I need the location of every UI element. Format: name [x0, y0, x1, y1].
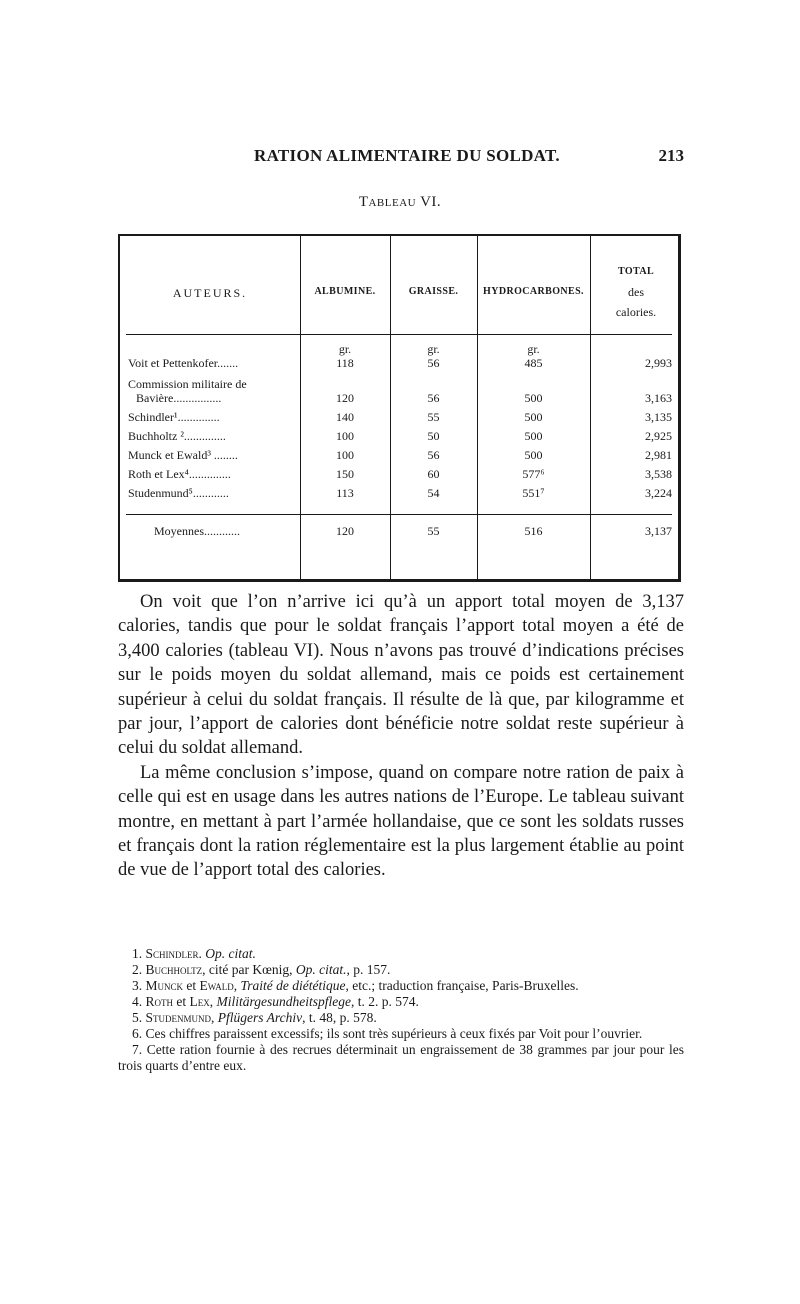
footnote-author: Munck	[145, 978, 184, 993]
table-cell-hydrocarbones: 500	[524, 429, 543, 443]
header-total-line1: TOTAL	[617, 266, 655, 277]
table-cell-hydrocarbones: 485	[524, 356, 543, 370]
header-total	[590, 262, 682, 322]
table-cell-hydrocarbones: 500	[524, 410, 543, 424]
page-number: 213	[658, 146, 684, 165]
table-caption: Tableau VI.	[358, 194, 442, 210]
table-row-author: Studenmund⁵............	[128, 486, 229, 500]
table-cell-total: 2,925	[645, 429, 672, 443]
data-table	[118, 234, 681, 582]
footnote-text: Cette ration fournie à des recrues déterminait un engraissement de 38 grammes par jour pour les trois quarts d’entre eux.	[118, 1042, 685, 1073]
totals-rule	[126, 514, 672, 515]
footnote-1	[118, 946, 684, 962]
table-cell-graisse: 56	[427, 391, 440, 405]
footnote-title: Pflügers Archiv	[217, 1010, 303, 1025]
table-cell-graisse: 60	[427, 467, 440, 481]
footnote-author: Buchholtz,	[145, 962, 206, 977]
footnote-text: cité par Kœnig,	[205, 962, 296, 977]
header-total-line2: des	[628, 285, 644, 299]
table-cell-total: 2,993	[645, 356, 672, 370]
footnote-number: 3.	[132, 978, 143, 993]
footnote-text: et	[173, 994, 190, 1009]
footnote-author: Ewald,	[199, 978, 238, 993]
header-total-line3: calories.	[615, 305, 657, 319]
average-total: 3,137	[645, 524, 672, 538]
table-cell-total: 2,981	[645, 448, 672, 462]
footnote-6	[118, 1026, 684, 1042]
table-row-author: Commission militaire de	[128, 377, 247, 391]
footnote-number: 7.	[132, 1042, 143, 1057]
table-cell-total: 3,224	[645, 486, 672, 500]
paragraph: On voit que l’on n’arrive ici qu’à un apport total moyen de 3,137 calories, tandis que pour le soldat français l’apport total moyen a été de 3,400 calories (tableau VI). Nous n’avons pas trouvé d’indications précises sur le poids moyen du soldat allemand, mais ce poids est certainement supérieur à celui du soldat français. Il résulte de là que, par kilogramme et par jour, l’apport de calories dont bénéficie notre soldat reste supérieur à celui du soldat allemand.	[118, 592, 684, 759]
table-cell-albumine: 113	[336, 486, 354, 500]
running-title: RATION ALIMENTAIRE DU SOLDAT.	[254, 146, 560, 165]
running-head	[118, 146, 684, 170]
unit-albumine: gr.	[338, 342, 352, 356]
footnote-number: 2.	[132, 962, 143, 977]
table-cell-total: 3,163	[645, 391, 672, 405]
header-rule	[126, 334, 672, 335]
table-row-author: Buchholtz ²..............	[128, 429, 226, 443]
footnote-4	[118, 994, 684, 1010]
footnote-title: Op. citat.	[295, 962, 347, 977]
footnote-title: Op. citat.	[205, 946, 256, 961]
footnote-7	[118, 1042, 684, 1074]
footnote-title: Traité de diététique	[240, 978, 346, 993]
footnote-number: 5.	[132, 1010, 143, 1025]
footnote-text: , etc.; traduction française, Paris-Bruxelles.	[345, 978, 579, 993]
table-cell-graisse: 54	[427, 486, 440, 500]
table-cell-hydrocarbones: 577⁶	[522, 467, 545, 481]
body-text	[118, 590, 684, 883]
footnote-5	[118, 1010, 684, 1026]
table-cell-albumine: 120	[336, 391, 354, 405]
footnote-text: , t. 2. p. 574.	[351, 994, 419, 1009]
header-graisse: GRAISSE.	[408, 286, 459, 297]
average-label: Moyennes............	[154, 524, 240, 538]
footnote-author: Schindler.	[145, 946, 202, 961]
table-cell-albumine: 100	[336, 448, 354, 462]
footnote-number: 4.	[132, 994, 143, 1009]
footnote-text: Ces chiffres paraissent excessifs; ils sont très supérieurs à ceux fixés par Voit pour l’ouvrier.	[145, 1026, 643, 1041]
footnote-title: Militärgesundheitspflege	[216, 994, 351, 1009]
table-cell-total: 3,538	[645, 467, 672, 481]
table-cell-graisse: 56	[427, 356, 440, 370]
footnote-author: Roth	[145, 994, 174, 1009]
average-graisse: 55	[427, 524, 440, 538]
table-cell-albumine: 100	[336, 429, 354, 443]
table-row-author: Munck et Ewald³ ........	[128, 448, 238, 462]
table-cell-albumine: 150	[336, 467, 354, 481]
footnote-text: , t. 48, p. 578.	[302, 1010, 377, 1025]
table-cell-graisse: 56	[427, 448, 440, 462]
table-row-author: Voit et Pettenkofer.......	[128, 356, 239, 370]
header-hydrocarbones: HYDROCARBONES.	[483, 286, 584, 297]
table-cell-hydrocarbones: 500	[524, 448, 543, 462]
footnote-text: et	[183, 978, 200, 993]
table-cell-albumine: 118	[336, 356, 354, 370]
table-row-author: Roth et Lex⁴..............	[128, 467, 231, 481]
footnote-author: Lex,	[189, 994, 214, 1009]
header-authors: AUTEURS.	[172, 286, 248, 300]
footnote-text: , p. 157.	[346, 962, 391, 977]
table-cell-graisse: 55	[427, 410, 440, 424]
footnote-author: Studenmund,	[145, 1010, 215, 1025]
table-cell-hydrocarbones: 500	[524, 391, 543, 405]
header-albumine: ALBUMINE.	[314, 286, 376, 297]
paragraph: La même conclusion s’impose, quand on compare notre ration de paix à celle qui est en usage dans les autres nations de l’Europe. Le tableau suivant montre, en mettant à part l’armée hollandaise, que ce sont les soldats russes et français dont la ration réglementaire est la plus largement établie au point de vue de l’apport total des calories.	[118, 762, 684, 881]
footnote-number: 1.	[132, 946, 143, 961]
unit-graisse: gr.	[427, 342, 440, 356]
table-cell-hydrocarbones: 551⁷	[522, 486, 545, 500]
table-cell-albumine: 140	[336, 410, 354, 424]
table-row-author-line2: Bavière................	[136, 391, 222, 405]
footnote-number: 6.	[132, 1026, 143, 1041]
table-row-author: Schindler¹..............	[128, 410, 220, 424]
table-cell-total: 3,135	[645, 410, 672, 424]
footnote-2	[118, 962, 684, 978]
average-hydrocarbones: 516	[524, 524, 543, 538]
footnotes	[118, 946, 684, 1074]
average-albumine: 120	[336, 524, 354, 538]
footnote-3	[118, 978, 684, 994]
table-cell-graisse: 50	[427, 429, 440, 443]
unit-hydrocarbones: gr.	[527, 342, 540, 356]
